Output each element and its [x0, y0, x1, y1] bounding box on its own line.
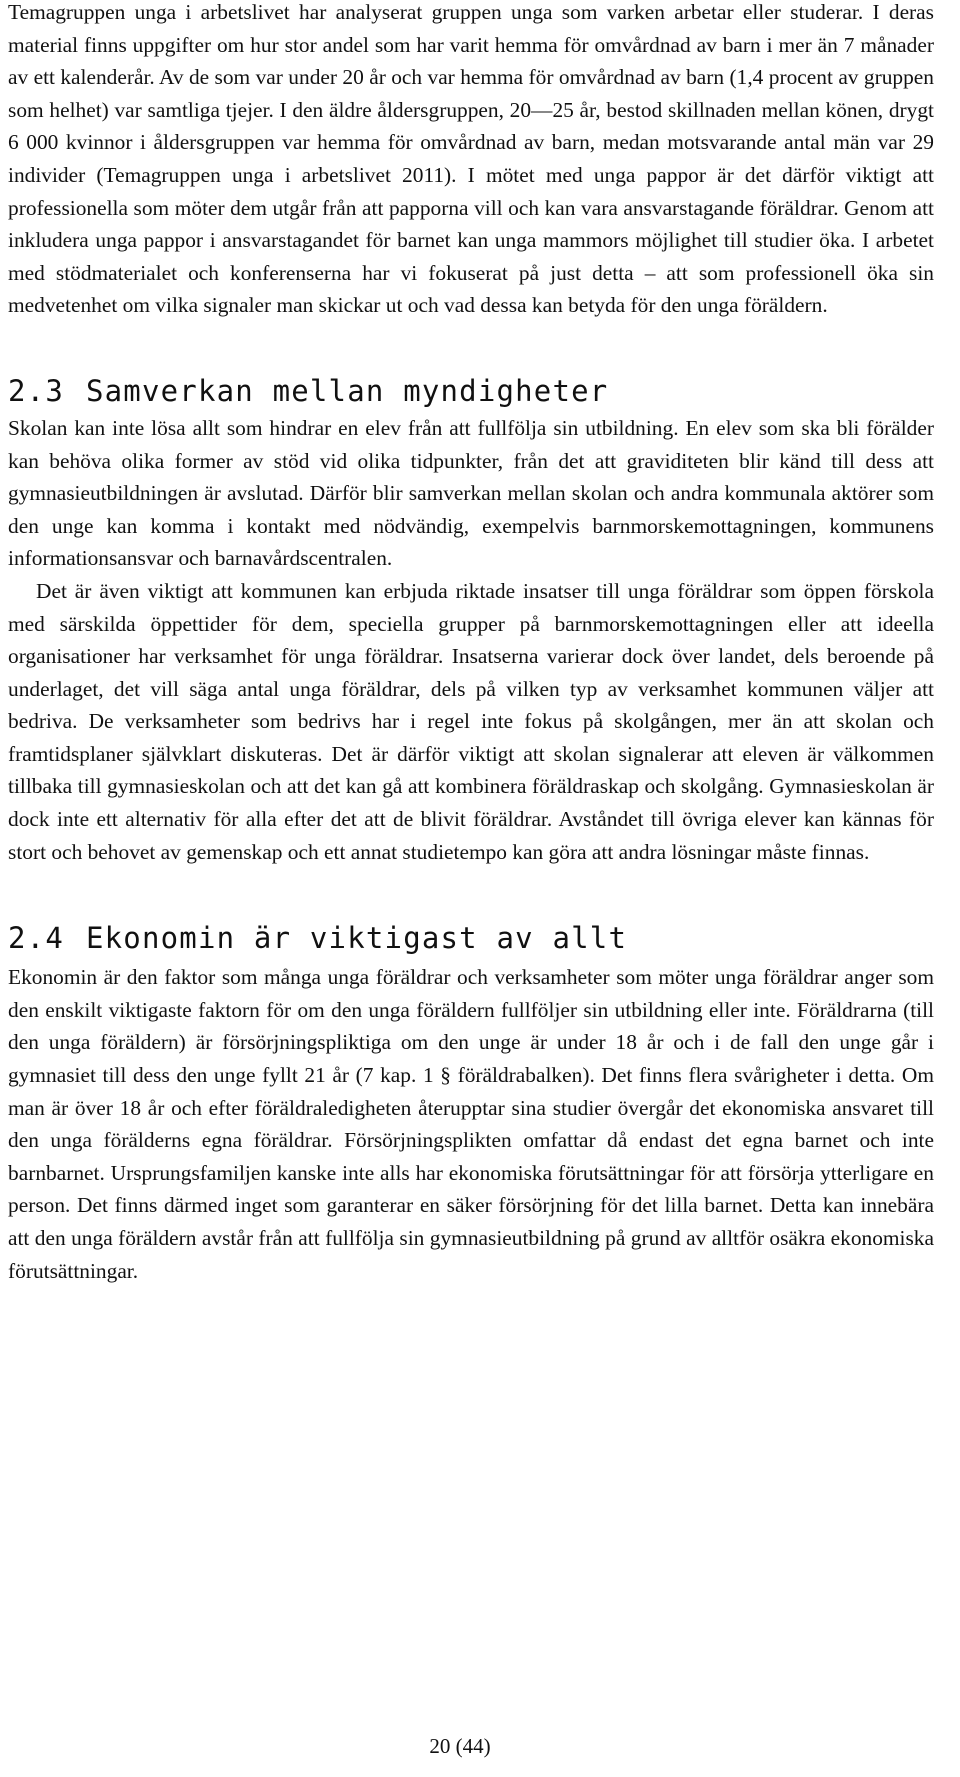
section-number: 2.3 — [8, 373, 64, 408]
section-number: 2.4 — [8, 921, 64, 956]
section-title: Ekonomin är viktigast av allt — [85, 921, 628, 956]
body-paragraph: Det är även viktigt att kommunen kan erbjuda riktade insatser till unga föräldrar som öppen förskola med särskilda öppettider för dem, speciella grupper på barnmorskemottagningen eller att ideella organisationer har verksamhet för unga föräldrar. Insatserna varierar dock över landet, dels beroende på underlaget, det vill säga antal unga föräldrar, dels på vilken typ av verksamhet kommunen väljer att bedriva. De verksamheter som bedrivs har i regel inte fokus på skolgången, mer än att skolan och framtidsplaner självklart diskuteras. Det är därför viktigt att skolan signalerar att eleven är välkommen tillbaka till gymnasieskolan och att det kan gå att kombinera föräldraskap och skolgång. Gymnasieskolan är dock inte ett alternativ för alla efter det att de blivit föräldrar. Avståndet till övriga elever kan kännas för stort och behovet av gemenskap och ett annat studietempo kan göra att andra lösningar måste finnas. — [8, 578, 934, 864]
section-heading — [8, 371, 934, 411]
section-heading — [8, 918, 934, 958]
body-paragraph: Temagruppen unga i arbetslivet har analyserat gruppen unga som varken arbetar eller studerar. I deras material finns uppgifter om hur stor andel som har varit hemma för omvårdnad av barn i mer än 7 månader av ett kalenderår. Av de som var under 20 år och var hemma för omvårdnad av barn (1,4 procent av gruppen som helhet) var samtliga tjejer. I den äldre åldersgruppen, 20—25 år, bestod skillnaden mellan könen, drygt 6 000 kvinnor i åldersgruppen var hemma för omvårdnad av barn, medan motsvarande antal män var 29 individer (Temagruppen unga i arbetslivet 2011). I mötet med unga pappor är det därför viktigt att professionella som möter dem utgår från att papporna vill och kan vara ansvarstagande föräldrar. Genom att inkludera unga pappor i ansvarstagandet för barnet kan unga mammors möjlighet till studier öka. I arbetet med stödmaterialet och konferenserna har vi fokuserat på just detta – att som professionell öka sin medvetenhet om vilka signaler man skickar ut och vad dessa kan betyda för den unga föräldern. — [8, 0, 934, 318]
section-title: Samverkan mellan myndigheter — [85, 373, 609, 408]
page-number: 20 (44) — [429, 1734, 491, 1758]
body-paragraph: Ekonomin är den faktor som många unga föräldrar och verksamheter som möter unga föräldrar anger som den enskilt viktigaste faktorn för om den unga föräldern fullföljer sin utbildning eller inte. Föräldrarna (till den unga föräldern) är försörjningspliktiga om den unge är under 18 år och i de fall den unge går i gymnasiet till dess den unge fyllt 21 år (7 kap. 1 § föräldrabalken). Det finns flera svårigheter i detta. Om man är över 18 år och efter föräldraledigheten återupptar sina studier övergår det ekonomiska ansvaret till den unga förälderns egna föräldrar. Försörjningsplikten omfattar då endast det egna barnet och inte barnbarnet. Ursprungsfamiljen kanske inte alls har ekonomiska förutsättningar för att försörja ytterligare en person. Det finns därmed inget som garanterar en säker försörjning för det lilla barnet. Detta kan innebära att den unga föräldern avstår från att fullfölja sin gymnasieutbildning på grund av alltför osäkra ekonomiska förutsättningar. — [8, 965, 934, 1283]
page-footer — [0, 1734, 960, 1759]
body-paragraph: Skolan kan inte lösa allt som hindrar en elev från att fullfölja sin utbildning. En elev som ska bli förälder kan behöva olika former av stöd vid olika tidpunkter, från det att graviditeten blir känd till dess att gymnasieutbildningen är avslutad. Därför blir samverkan mellan skolan och andra kommunala aktörer som den unge kan komma i kontakt med nödvändig, exempelvis barnmorskemottagningen, kommunens informationsansvar och barnavårdscentralen. — [8, 415, 934, 571]
